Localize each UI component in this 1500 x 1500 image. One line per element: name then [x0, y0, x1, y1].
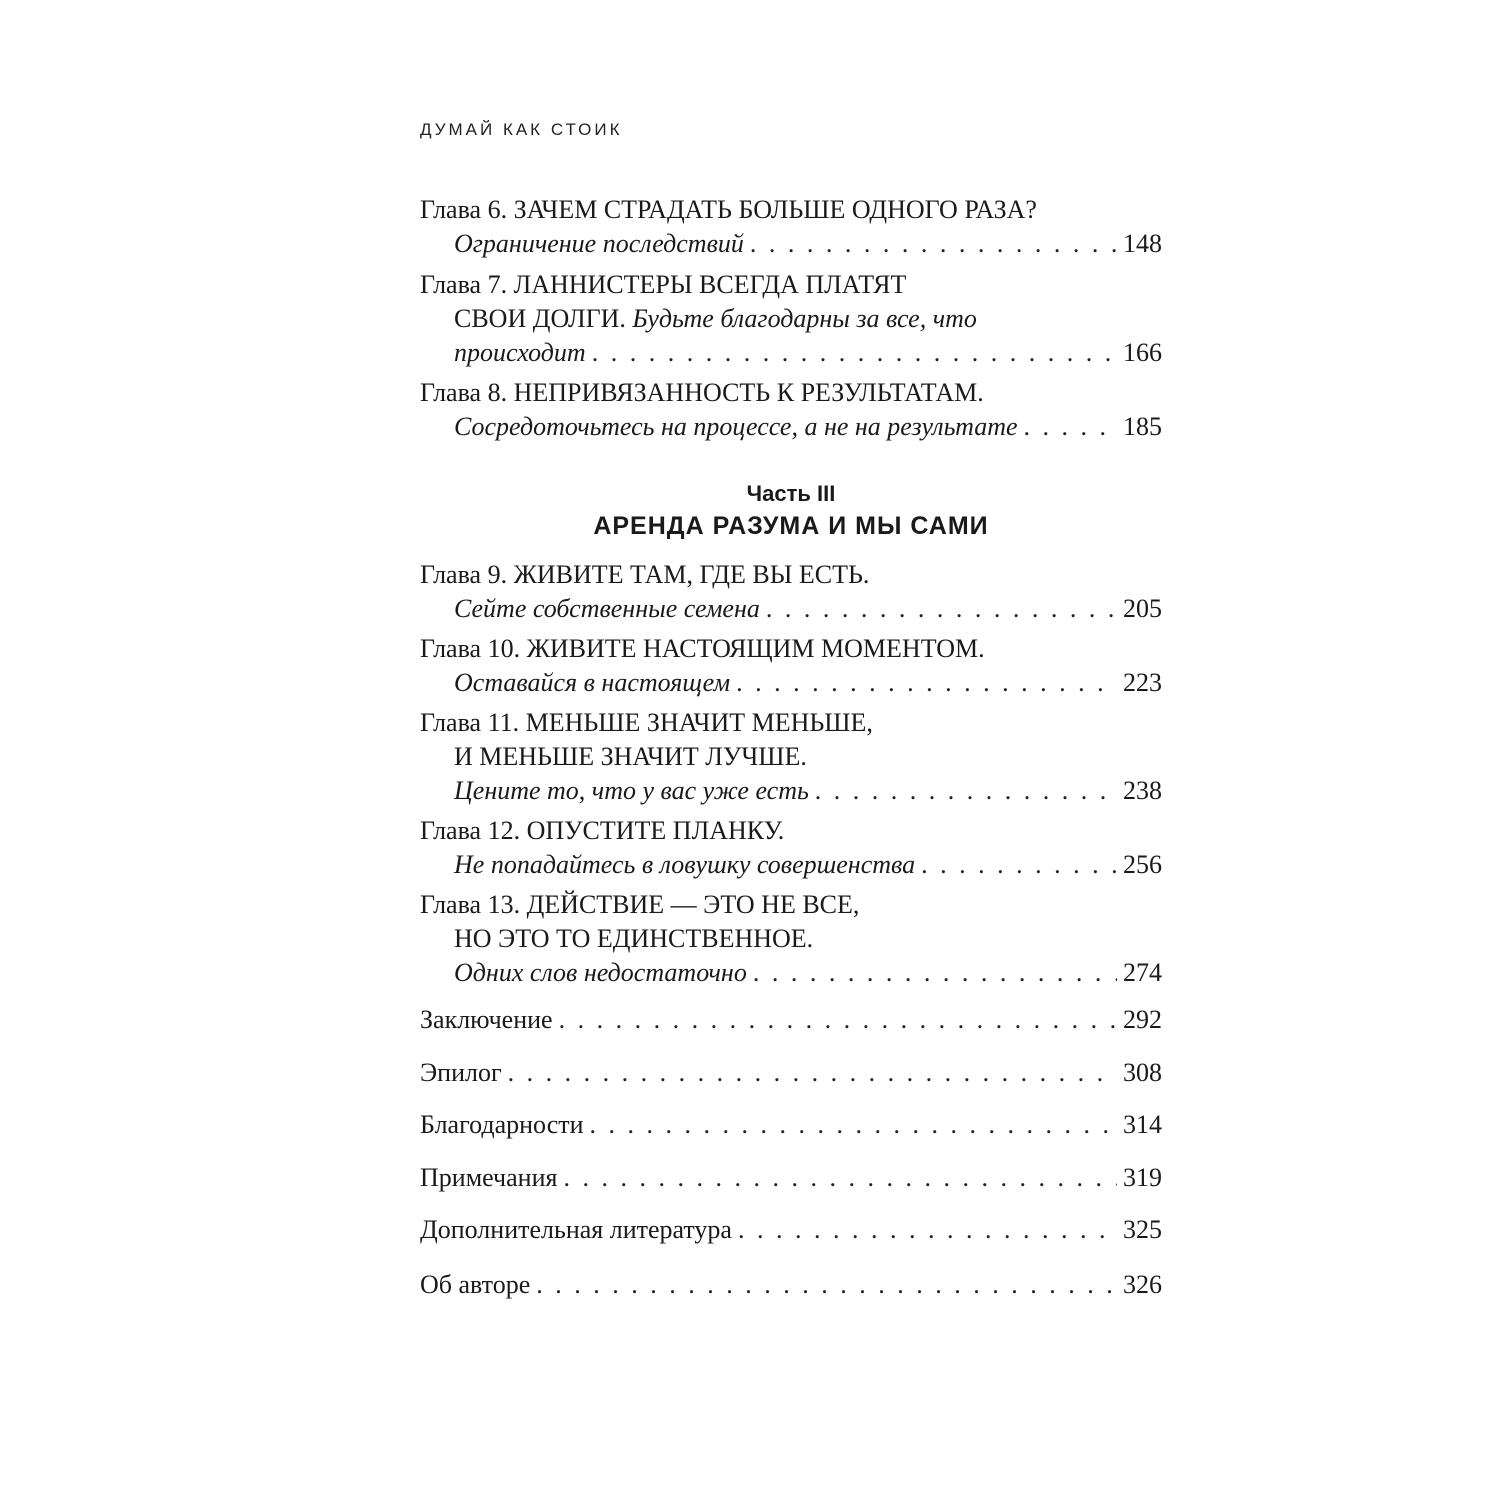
chapter-title: Глава 11. МЕНЬШЕ ЗНАЧИТ МЕНЬШЕ,	[420, 708, 873, 737]
part-label: Часть III	[746, 481, 836, 506]
page-number: 319	[1123, 1163, 1162, 1192]
page-number: 185	[1123, 412, 1162, 441]
page-number: 274	[1123, 958, 1162, 987]
chapter-title-continued: НО ЭТО ТО ЕДИНСТВЕННОЕ.	[454, 924, 814, 953]
chapter-subtitle: Сосредоточьтесь на процессе, а не на результате	[454, 412, 1018, 441]
chapter-title: Глава 8. НЕПРИВЯЗАННОСТЬ К РЕЗУЛЬТАТАМ.	[420, 378, 984, 407]
leader-dots	[753, 956, 1117, 990]
chapter-subtitle-line	[420, 227, 1162, 261]
leader-dots	[766, 592, 1117, 626]
chapter-title-continued: И МЕНЬШЕ ЗНАЧИТ ЛУЧШЕ.	[454, 742, 807, 771]
entry-title: Благодарности	[420, 1110, 584, 1139]
chapter-subtitle: Сейте собственные семена	[454, 594, 760, 623]
chapter-subtitle: Ограничение последствий	[454, 229, 744, 258]
page-number: 292	[1123, 1005, 1162, 1034]
toc-entry-notes[interactable]	[420, 1161, 1162, 1195]
leader-dots	[592, 336, 1117, 370]
chapter-title: Глава 10. ЖИВИТЕ НАСТОЯЩИМ МОМЕНТОМ.	[420, 634, 985, 663]
page-number: 166	[1123, 338, 1162, 367]
leader-dots	[559, 1003, 1117, 1037]
leader-dots	[736, 666, 1117, 700]
part-title: АРЕНДА РАЗУМА И МЫ САМИ	[593, 512, 989, 540]
chapter-subtitle: Оставайся в настоящем	[454, 668, 731, 697]
leader-dots	[508, 1056, 1117, 1090]
chapter-title-continued: СВОИ ДОЛГИ. Будьте благодарны за все, что	[454, 304, 977, 333]
chapter-subtitle: Одних слов недостаточно	[454, 958, 747, 987]
page-number: 314	[1123, 1110, 1162, 1139]
chapter-subtitle: Цените то, что у вас уже есть	[454, 776, 809, 805]
toc-entry-chapter-6[interactable]	[420, 193, 1162, 261]
toc-entry-chapter-10[interactable]	[420, 632, 1162, 700]
toc-entry-acknowledgements[interactable]	[420, 1108, 1162, 1142]
toc-entry-chapter-7[interactable]	[420, 268, 1162, 370]
chapter-title: Глава 12. ОПУСТИТЕ ПЛАНКУ.	[420, 816, 785, 845]
page-number: 326	[1123, 1270, 1162, 1299]
toc-entry-chapter-9[interactable]	[420, 558, 1162, 626]
chapter-subtitle: происходит	[454, 338, 586, 367]
leader-dots	[1024, 410, 1117, 444]
toc-entry-about-author[interactable]	[420, 1268, 1162, 1302]
entry-title: Заключение	[420, 1005, 553, 1034]
page-number: 238	[1123, 776, 1162, 805]
entry-title: Эпилог	[420, 1058, 502, 1087]
chapter-subtitle-line	[420, 336, 1162, 370]
toc-entry-chapter-12[interactable]	[420, 814, 1162, 882]
chapter-subtitle-line	[420, 956, 1162, 990]
entry-title: Дополнительная литература	[420, 1215, 732, 1244]
chapter-title: Глава 7. ЛАННИСТЕРЫ ВСЕГДА ПЛАТЯТ	[420, 270, 907, 299]
chapter-subtitle-line	[420, 774, 1162, 808]
chapter-title: Глава 9. ЖИВИТЕ ТАМ, ГДЕ ВЫ ЕСТЬ.	[420, 560, 870, 589]
toc-entry-conclusion[interactable]	[420, 1003, 1162, 1037]
chapter-subtitle: Не попадайтесь в ловушку совершенства	[454, 850, 916, 879]
chapter-subtitle-line	[420, 666, 1162, 700]
page-number: 223	[1123, 668, 1162, 697]
leader-dots	[921, 848, 1117, 882]
leader-dots	[590, 1108, 1117, 1142]
entry-title: Об авторе	[420, 1270, 531, 1299]
chapter-title: Глава 13. ДЕЙСТВИЕ — ЭТО НЕ ВСЕ,	[420, 890, 860, 919]
page-number: 205	[1123, 594, 1162, 623]
entry-title: Примечания	[420, 1163, 558, 1192]
page-number: 148	[1123, 229, 1162, 258]
page-number: 256	[1123, 850, 1162, 879]
leader-dots	[750, 227, 1117, 261]
leader-dots	[738, 1213, 1117, 1247]
leader-dots	[563, 1161, 1117, 1195]
chapter-subtitle-line	[420, 848, 1162, 882]
chapter-subtitle-line	[420, 592, 1162, 626]
page-number: 308	[1123, 1058, 1162, 1087]
toc-entry-chapter-11[interactable]	[420, 706, 1162, 808]
chapter-title: Глава 6. ЗАЧЕМ СТРАДАТЬ БОЛЬШЕ ОДНОГО РАЗА?	[420, 195, 1037, 224]
running-head: ДУМАЙ КАК СТОИК	[420, 120, 623, 139]
page-number: 325	[1123, 1215, 1162, 1244]
toc-entry-epilogue[interactable]	[420, 1056, 1162, 1090]
toc-entry-further-reading[interactable]	[420, 1213, 1162, 1247]
toc-entry-chapter-13[interactable]	[420, 888, 1162, 990]
chapter-subtitle-line	[420, 410, 1162, 444]
toc-entry-chapter-8[interactable]	[420, 376, 1162, 444]
leader-dots	[536, 1268, 1117, 1302]
leader-dots	[815, 774, 1117, 808]
